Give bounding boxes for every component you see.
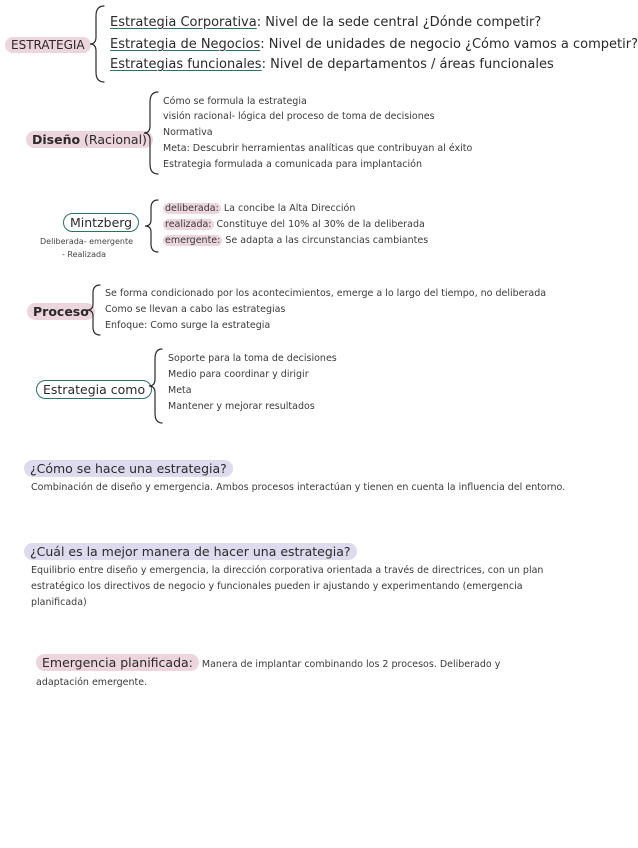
diseno-label-paren: (Racional)	[80, 132, 147, 147]
mintzberg-note-1: Deliberada- emergente	[40, 237, 134, 246]
mintzberg-term: emergente:	[165, 235, 221, 246]
estrategia-item-negocios	[110, 37, 638, 52]
diseno-item: Meta: Descubrir herramientas analíticas que contribuyan al éxito	[163, 143, 473, 154]
estrategia-desc: : Nivel de departamentos / áreas funcionales	[261, 57, 554, 72]
mintzberg-brace	[142, 198, 162, 254]
diseno-brace	[142, 90, 162, 176]
estrategia-label: ESTRATEGIA	[5, 37, 91, 53]
proceso-item: Se forma condicionado por los acontecimientos, emerge a lo largo del tiempo, no deliberada	[105, 288, 547, 299]
proceso-brace	[84, 283, 104, 337]
mintzberg-desc: Constituye del 10% al 30% de la deliberada	[213, 219, 425, 230]
mintzberg-note-2: - Realizada	[62, 250, 106, 259]
question-best-text: Equilibrio entre diseño y emergencia, la dirección corporativa orientada a través de directrices, con un plan estratégico los directivos de negocio y funcionales pueden ir ajustando y experimentando (emergencia planificada)	[31, 565, 544, 608]
emergencia-label: Emergencia planificada:	[36, 654, 199, 671]
emergencia-block	[36, 654, 556, 692]
mintzberg-term: realizada:	[165, 219, 212, 230]
mintzberg-label: Mintzberg	[63, 213, 139, 232]
question-how-text: Combinación de diseño y emergencia. Ambos procesos interactúan y tienen en cuenta la influencia del entorno.	[31, 482, 566, 493]
estrategia-term: Estrategia de Negocios	[110, 37, 261, 52]
estrategia-como-brace	[146, 347, 166, 427]
mintzberg-item-deliberada	[163, 203, 355, 214]
proceso-label: Proceso	[27, 303, 95, 320]
diseno-item: Normativa	[163, 127, 213, 138]
estrategia-como-label: Estrategia como	[36, 380, 152, 399]
estrategia-como-item: Meta	[168, 385, 192, 396]
estrategia-como-item: Soporte para la toma de decisiones	[168, 353, 337, 364]
estrategia-como-item: Medio para coordinar y dirigir	[168, 369, 309, 380]
diseno-item: visión racional- lógica del proceso de toma de decisiones	[163, 111, 435, 122]
estrategia-term: Estrategia Corporativa	[110, 15, 257, 30]
question-best-title: ¿Cuál es la mejor manera de hacer una estrategia?	[24, 543, 357, 560]
estrategia-desc: : Nivel de la sede central ¿Dónde competir?	[256, 15, 542, 30]
diseno-item: Estrategia formulada a comunicada para implantación	[163, 159, 422, 170]
mintzberg-desc: La concibe la Alta Dirección	[220, 203, 356, 214]
estrategia-item-funcionales	[110, 57, 554, 72]
estrategia-item-corporativa	[110, 15, 541, 30]
diseno-label-main: Diseño	[32, 132, 81, 147]
estrategia-term: Estrategias funcionales	[110, 57, 262, 72]
mintzberg-item-emergente	[163, 235, 428, 246]
question-how-title: ¿Cómo se hace una estrategia?	[24, 460, 233, 477]
diseno-item: Cómo se formula la estrategia	[163, 96, 307, 107]
mintzberg-desc: Se adapta a las circunstancias cambiantes	[222, 235, 429, 246]
estrategia-desc: : Nivel de unidades de negocio ¿Cómo vamos a competir?	[260, 37, 638, 52]
mintzberg-term: deliberada:	[165, 203, 219, 214]
proceso-item: Como se llevan a cabo las estrategias	[105, 304, 286, 315]
estrategia-brace	[88, 4, 108, 84]
emergencia-text: Manera de implantar combinando los 2 procesos. Deliberado y adaptación emergente.	[36, 659, 501, 688]
diseno-label	[26, 131, 153, 148]
mintzberg-item-realizada	[163, 219, 425, 230]
estrategia-como-item: Mantener y mejorar resultados	[168, 401, 315, 412]
proceso-item: Enfoque: Como surge la estrategia	[105, 320, 271, 331]
